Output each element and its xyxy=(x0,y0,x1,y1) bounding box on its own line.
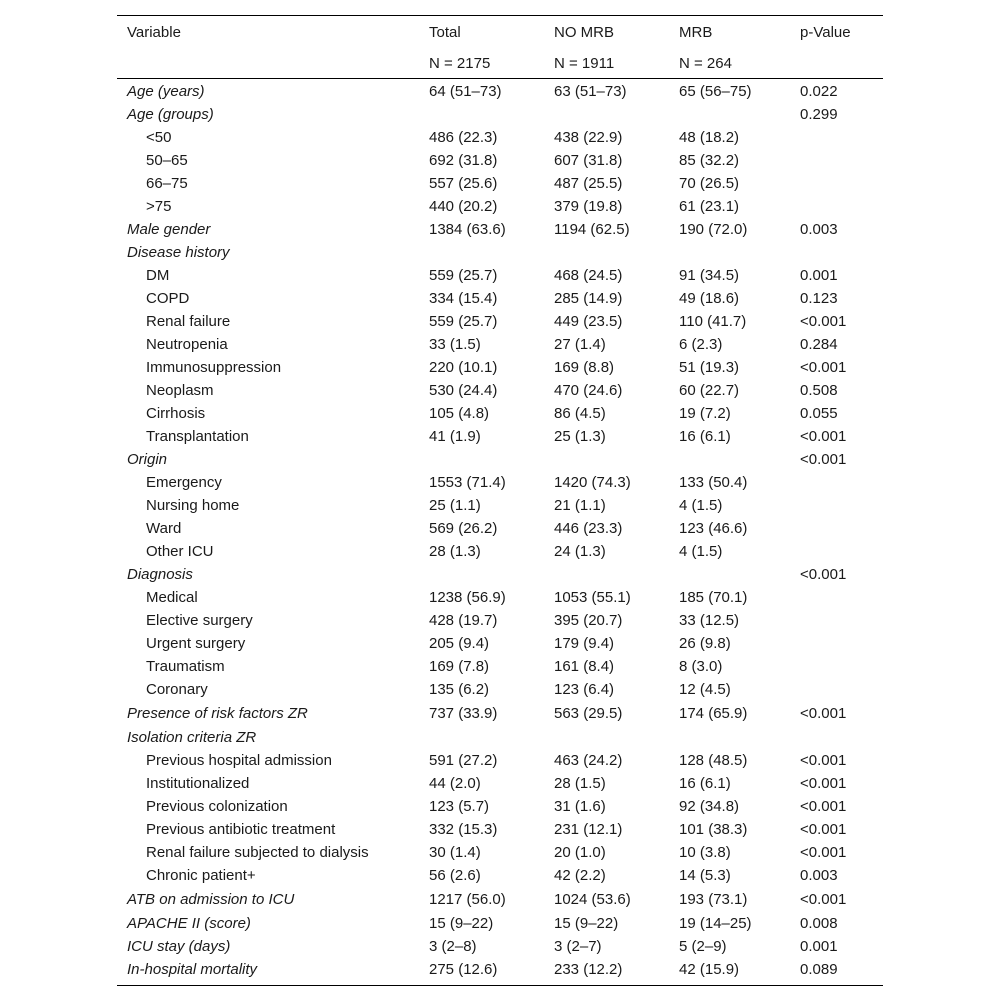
cell-variable: Emergency xyxy=(146,474,222,491)
cell-pvalue: 0.123 xyxy=(800,290,838,307)
cell-pvalue: <0.001 xyxy=(800,844,847,861)
cell-no-mrb: 161 (8.4) xyxy=(554,658,615,675)
cell-variable: 66–75 xyxy=(146,175,188,192)
table-row xyxy=(117,864,883,887)
table-row xyxy=(117,912,883,935)
cell-no-mrb: 395 (20.7) xyxy=(554,612,623,629)
cell-no-mrb: 169 (8.8) xyxy=(554,359,615,376)
cell-pvalue: <0.001 xyxy=(800,891,847,908)
cell-total: 428 (19.7) xyxy=(429,612,498,629)
cell-variable: Previous antibiotic treatment xyxy=(146,821,336,838)
cell-variable: Transplantation xyxy=(146,428,249,445)
cell-mrb: 19 (7.2) xyxy=(679,405,731,422)
cell-mrb: 92 (34.8) xyxy=(679,798,740,815)
cell-variable: Chronic patient+ xyxy=(146,867,256,884)
cell-variable: Renal failure xyxy=(146,313,231,330)
cell-no-mrb: 20 (1.0) xyxy=(554,844,606,861)
cell-no-mrb: 1420 (74.3) xyxy=(554,474,631,491)
cell-mrb: 85 (32.2) xyxy=(679,152,740,169)
cell-mrb: 19 (14–25) xyxy=(679,915,752,932)
cell-total: 334 (15.4) xyxy=(429,290,498,307)
cell-total: 220 (10.1) xyxy=(429,359,498,376)
table-row xyxy=(117,494,883,517)
cell-pvalue: 0.055 xyxy=(800,405,838,422)
cell-total: 64 (51–73) xyxy=(429,83,502,100)
cell-variable: Previous hospital admission xyxy=(146,752,332,769)
cell-no-mrb: 86 (4.5) xyxy=(554,405,606,422)
cell-total: 105 (4.8) xyxy=(429,405,490,422)
cell-no-mrb: 3 (2–7) xyxy=(554,938,602,955)
cell-pvalue: <0.001 xyxy=(800,313,847,330)
cell-mrb: 60 (22.7) xyxy=(679,382,740,399)
cell-variable: Ward xyxy=(146,520,182,537)
cell-no-mrb: 468 (24.5) xyxy=(554,267,623,284)
table-row xyxy=(117,517,883,540)
cell-pvalue: 0.003 xyxy=(800,221,838,238)
cell-mrb: 16 (6.1) xyxy=(679,775,731,792)
cell-pvalue: <0.001 xyxy=(800,821,847,838)
cell-mrb: 133 (50.4) xyxy=(679,474,748,491)
cell-pvalue: <0.001 xyxy=(800,566,847,583)
cell-pvalue: <0.001 xyxy=(800,752,847,769)
cell-no-mrb: 28 (1.5) xyxy=(554,775,606,792)
cell-variable: Age (years) xyxy=(127,83,205,100)
table-row xyxy=(117,218,883,241)
table-row xyxy=(117,749,883,772)
cell-variable: In-hospital mortality xyxy=(127,961,258,978)
cell-variable: Presence of risk factors ZR xyxy=(127,705,308,722)
cell-mrb: 42 (15.9) xyxy=(679,961,740,978)
table-row xyxy=(117,379,883,402)
table-row xyxy=(117,678,883,701)
cell-no-mrb: 27 (1.4) xyxy=(554,336,606,353)
cell-variable: Other ICU xyxy=(146,543,214,560)
cell-total: 123 (5.7) xyxy=(429,798,490,815)
table-row xyxy=(117,726,883,749)
table-row xyxy=(117,264,883,287)
table-row xyxy=(117,356,883,379)
cell-total: 692 (31.8) xyxy=(429,152,498,169)
cell-mrb: 4 (1.5) xyxy=(679,543,723,560)
cell-variable: Previous colonization xyxy=(146,798,288,815)
cell-no-mrb: 15 (9–22) xyxy=(554,915,619,932)
cell-variable: Male gender xyxy=(127,221,211,238)
cell-pvalue: 0.001 xyxy=(800,267,838,284)
table-row xyxy=(117,448,883,471)
cell-no-mrb: 123 (6.4) xyxy=(554,681,615,698)
cell-no-mrb: 42 (2.2) xyxy=(554,867,606,884)
cell-variable: >75 xyxy=(146,198,172,215)
cell-no-mrb: 563 (29.5) xyxy=(554,705,623,722)
cell-variable: Elective surgery xyxy=(146,612,253,629)
cell-total: 30 (1.4) xyxy=(429,844,481,861)
cell-variable: ATB on admission to ICU xyxy=(127,891,295,908)
table-row xyxy=(117,471,883,494)
cell-mrb: 185 (70.1) xyxy=(679,589,748,606)
cell-no-mrb: 438 (22.9) xyxy=(554,129,623,146)
cell-mrb: 101 (38.3) xyxy=(679,821,748,838)
cell-mrb: 91 (34.5) xyxy=(679,267,740,284)
cell-variable: Urgent surgery xyxy=(146,635,246,652)
cell-variable: ICU stay (days) xyxy=(127,938,231,955)
cell-mrb: 6 (2.3) xyxy=(679,336,723,353)
cell-no-mrb: 25 (1.3) xyxy=(554,428,606,445)
cell-total: 1238 (56.9) xyxy=(429,589,506,606)
cell-total: 41 (1.9) xyxy=(429,428,481,445)
cell-total: 15 (9–22) xyxy=(429,915,494,932)
cell-variable: DM xyxy=(146,267,170,284)
cell-total: 1384 (63.6) xyxy=(429,221,506,238)
cell-total: 1217 (56.0) xyxy=(429,891,506,908)
cell-total: 3 (2–8) xyxy=(429,938,477,955)
cell-total: 169 (7.8) xyxy=(429,658,490,675)
cell-total: 275 (12.6) xyxy=(429,961,498,978)
cell-variable: Origin xyxy=(127,451,168,468)
cell-no-mrb: 379 (19.8) xyxy=(554,198,623,215)
table-row xyxy=(117,701,883,726)
cell-pvalue: 0.008 xyxy=(800,915,838,932)
header-variable: Variable xyxy=(127,24,181,41)
table-row xyxy=(117,310,883,333)
cell-variable: Institutionalized xyxy=(146,775,250,792)
cell-total: 559 (25.7) xyxy=(429,267,498,284)
cell-no-mrb: 470 (24.6) xyxy=(554,382,623,399)
cell-no-mrb: 63 (51–73) xyxy=(554,83,627,100)
cell-mrb: 5 (2–9) xyxy=(679,938,727,955)
cell-mrb: 16 (6.1) xyxy=(679,428,731,445)
cell-total: 486 (22.3) xyxy=(429,129,498,146)
cell-mrb: 48 (18.2) xyxy=(679,129,740,146)
cell-pvalue: 0.299 xyxy=(800,106,838,123)
header-pvalue: p-Value xyxy=(800,24,851,41)
cell-pvalue: <0.001 xyxy=(800,705,847,722)
table-header xyxy=(117,16,883,78)
cell-variable: Age (groups) xyxy=(127,106,214,123)
cell-pvalue: <0.001 xyxy=(800,451,847,468)
cell-variable: Neoplasm xyxy=(146,382,214,399)
cell-variable: Immunosuppression xyxy=(146,359,282,376)
cell-mrb: 193 (73.1) xyxy=(679,891,748,908)
data-table xyxy=(117,15,883,986)
cell-mrb: 65 (56–75) xyxy=(679,83,752,100)
cell-no-mrb: 487 (25.5) xyxy=(554,175,623,192)
cell-pvalue: <0.001 xyxy=(800,428,847,445)
table-row xyxy=(117,172,883,195)
table-row xyxy=(117,333,883,356)
cell-pvalue: <0.001 xyxy=(800,798,847,815)
header-n-mrb: N = 264 xyxy=(679,55,732,72)
cell-total: 28 (1.3) xyxy=(429,543,481,560)
cell-variable: Diagnosis xyxy=(127,566,193,583)
cell-variable: Medical xyxy=(146,589,198,606)
cell-mrb: 128 (48.5) xyxy=(679,752,748,769)
cell-no-mrb: 31 (1.6) xyxy=(554,798,606,815)
cell-variable: Cirrhosis xyxy=(146,405,206,422)
cell-total: 591 (27.2) xyxy=(429,752,498,769)
table-row xyxy=(117,655,883,678)
cell-variable: Isolation criteria ZR xyxy=(127,729,257,746)
cell-variable: Disease history xyxy=(127,244,230,261)
table-row xyxy=(117,632,883,655)
cell-mrb: 70 (26.5) xyxy=(679,175,740,192)
cell-no-mrb: 231 (12.1) xyxy=(554,821,623,838)
cell-total: 530 (24.4) xyxy=(429,382,498,399)
cell-no-mrb: 233 (12.2) xyxy=(554,961,623,978)
cell-no-mrb: 1053 (55.1) xyxy=(554,589,631,606)
table-row xyxy=(117,958,883,981)
cell-mrb: 61 (23.1) xyxy=(679,198,740,215)
cell-pvalue: 0.089 xyxy=(800,961,838,978)
cell-mrb: 123 (46.6) xyxy=(679,520,748,537)
cell-total: 737 (33.9) xyxy=(429,705,498,722)
cell-total: 559 (25.7) xyxy=(429,313,498,330)
cell-mrb: 33 (12.5) xyxy=(679,612,740,629)
cell-total: 135 (6.2) xyxy=(429,681,490,698)
cell-total: 1553 (71.4) xyxy=(429,474,506,491)
table-row xyxy=(117,425,883,448)
table-row xyxy=(117,103,883,126)
cell-no-mrb: 24 (1.3) xyxy=(554,543,606,560)
cell-variable: <50 xyxy=(146,129,172,146)
cell-no-mrb: 179 (9.4) xyxy=(554,635,615,652)
table-row xyxy=(117,195,883,218)
cell-mrb: 8 (3.0) xyxy=(679,658,723,675)
cell-mrb: 14 (5.3) xyxy=(679,867,731,884)
cell-no-mrb: 446 (23.3) xyxy=(554,520,623,537)
table-bottom-rule xyxy=(117,985,883,986)
cell-variable: COPD xyxy=(146,290,190,307)
cell-no-mrb: 21 (1.1) xyxy=(554,497,606,514)
cell-pvalue: 0.022 xyxy=(800,83,838,100)
cell-variable: Traumatism xyxy=(146,658,225,675)
table-row xyxy=(117,241,883,264)
cell-variable: Neutropenia xyxy=(146,336,228,353)
header-total: Total xyxy=(429,24,461,41)
cell-variable: Renal failure subjected to dialysis xyxy=(146,844,369,861)
table-row xyxy=(117,287,883,310)
table-row xyxy=(117,402,883,425)
cell-mrb: 174 (65.9) xyxy=(679,705,748,722)
table-body xyxy=(117,79,883,981)
cell-variable: 50–65 xyxy=(146,152,188,169)
cell-pvalue: 0.508 xyxy=(800,382,838,399)
cell-total: 44 (2.0) xyxy=(429,775,481,792)
table-row xyxy=(117,149,883,172)
table-row xyxy=(117,818,883,841)
table-row xyxy=(117,563,883,586)
table-row xyxy=(117,935,883,958)
cell-pvalue: 0.284 xyxy=(800,336,838,353)
cell-pvalue: 0.001 xyxy=(800,938,838,955)
cell-total: 557 (25.6) xyxy=(429,175,498,192)
cell-total: 33 (1.5) xyxy=(429,336,481,353)
table-row xyxy=(117,80,883,103)
cell-pvalue: <0.001 xyxy=(800,359,847,376)
cell-total: 440 (20.2) xyxy=(429,198,498,215)
header-no-mrb: NO MRB xyxy=(554,24,614,41)
cell-mrb: 4 (1.5) xyxy=(679,497,723,514)
cell-no-mrb: 1024 (53.6) xyxy=(554,891,631,908)
table-row xyxy=(117,795,883,818)
cell-mrb: 51 (19.3) xyxy=(679,359,740,376)
table-row xyxy=(117,126,883,149)
cell-no-mrb: 285 (14.9) xyxy=(554,290,623,307)
cell-pvalue: <0.001 xyxy=(800,775,847,792)
cell-mrb: 12 (4.5) xyxy=(679,681,731,698)
cell-mrb: 26 (9.8) xyxy=(679,635,731,652)
cell-variable: Nursing home xyxy=(146,497,240,514)
table-row xyxy=(117,772,883,795)
table-row xyxy=(117,887,883,912)
cell-mrb: 190 (72.0) xyxy=(679,221,748,238)
cell-no-mrb: 463 (24.2) xyxy=(554,752,623,769)
cell-variable: APACHE II (score) xyxy=(127,915,251,932)
cell-no-mrb: 607 (31.8) xyxy=(554,152,623,169)
cell-mrb: 110 (41.7) xyxy=(679,313,747,330)
cell-variable: Coronary xyxy=(146,681,208,698)
cell-mrb: 10 (3.8) xyxy=(679,844,731,861)
header-n-total: N = 2175 xyxy=(429,55,491,72)
cell-total: 332 (15.3) xyxy=(429,821,498,838)
cell-total: 205 (9.4) xyxy=(429,635,490,652)
header-n-no-mrb: N = 1911 xyxy=(554,55,615,72)
cell-mrb: 49 (18.6) xyxy=(679,290,740,307)
table-row xyxy=(117,540,883,563)
header-mrb: MRB xyxy=(679,24,713,41)
table-row xyxy=(117,841,883,864)
cell-total: 25 (1.1) xyxy=(429,497,481,514)
cell-total: 56 (2.6) xyxy=(429,867,481,884)
cell-no-mrb: 449 (23.5) xyxy=(554,313,623,330)
table-row xyxy=(117,609,883,632)
cell-no-mrb: 1194 (62.5) xyxy=(554,221,630,238)
cell-total: 569 (26.2) xyxy=(429,520,498,537)
cell-pvalue: 0.003 xyxy=(800,867,838,884)
table-row xyxy=(117,586,883,609)
